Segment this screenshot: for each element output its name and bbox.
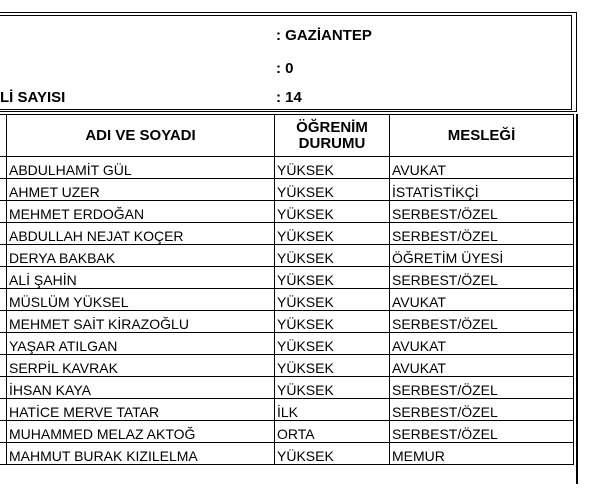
profession-cell: SERBEST/ÖZEL	[390, 223, 574, 245]
name-cell: MUHAMMED MELAZ AKTOĞ	[7, 421, 275, 443]
table-row	[0, 355, 574, 377]
table-row	[0, 311, 574, 333]
name-cell: SERPİL KAVRAK	[7, 355, 275, 377]
education-cell: İLK	[275, 399, 390, 421]
name-column-header: ADI VE SOYADI	[7, 115, 275, 157]
profession-cell: SERBEST/ÖZEL	[390, 267, 574, 289]
profession-cell: AVUKAT	[390, 333, 574, 355]
profession-cell: SERBEST/ÖZEL	[390, 377, 574, 399]
name-cell: ABDULHAMİT GÜL	[7, 157, 275, 179]
education-cell: YÜKSEK	[275, 289, 390, 311]
table-row	[0, 443, 574, 465]
name-cell: MEHMET ERDOĞAN	[7, 201, 275, 223]
profession-cell: AVUKAT	[390, 355, 574, 377]
table-row	[0, 157, 574, 179]
profession-cell: SERBEST/ÖZEL	[390, 311, 574, 333]
name-cell: ALİ ŞAHİN	[7, 267, 275, 289]
education-cell: YÜKSEK	[275, 355, 390, 377]
profession-cell: İSTATİSTİKÇİ	[390, 179, 574, 201]
name-cell: YAŞAR ATILGAN	[7, 333, 275, 355]
candidate-table	[0, 114, 574, 465]
name-cell: AHMET UZER	[7, 179, 275, 201]
count-value: : 14	[276, 89, 302, 106]
table-row	[0, 289, 574, 311]
table-row	[0, 201, 574, 223]
profession-cell: AVUKAT	[390, 157, 574, 179]
table-row	[0, 377, 574, 399]
name-cell: HATİCE MERVE TATAR	[7, 399, 275, 421]
profession-cell: SERBEST/ÖZEL	[390, 421, 574, 443]
education-cell: YÜKSEK	[275, 201, 390, 223]
education-cell: YÜKSEK	[275, 311, 390, 333]
education-header-line1: ÖĞRENİM	[296, 118, 368, 136]
table-row	[0, 245, 574, 267]
profession-cell: ÖĞRETİM ÜYESİ	[390, 245, 574, 267]
table-row	[0, 223, 574, 245]
table-row	[0, 399, 574, 421]
education-cell: YÜKSEK	[275, 179, 390, 201]
education-cell: YÜKSEK	[275, 223, 390, 245]
table-row	[0, 179, 574, 201]
profession-cell: SERBEST/ÖZEL	[390, 201, 574, 223]
name-cell: MÜSLÜM YÜKSEL	[7, 289, 275, 311]
education-cell: ORTA	[275, 421, 390, 443]
table-row	[0, 333, 574, 355]
province-value: : GAZİANTEP	[276, 27, 372, 44]
name-cell: MAHMUT BURAK KIZILELMA	[7, 443, 275, 465]
education-cell: YÜKSEK	[275, 245, 390, 267]
education-column-header	[275, 115, 390, 157]
count-label: Lİ SAYISI	[0, 89, 66, 106]
table-header-row	[0, 115, 574, 157]
profession-cell: AVUKAT	[390, 289, 574, 311]
table-row	[0, 421, 574, 443]
education-cell: YÜKSEK	[275, 443, 390, 465]
education-cell: YÜKSEK	[275, 377, 390, 399]
profession-column-header: MESLEĞİ	[390, 115, 574, 157]
name-cell: ABDULLAH NEJAT KOÇER	[7, 223, 275, 245]
table-right-edge	[576, 114, 578, 484]
name-cell: MEHMET SAİT KİRAZOĞLU	[7, 311, 275, 333]
table-row	[0, 267, 574, 289]
profession-cell: MEMUR	[390, 443, 574, 465]
education-cell: YÜKSEK	[275, 157, 390, 179]
education-cell: YÜKSEK	[275, 267, 390, 289]
education-cell: YÜKSEK	[275, 333, 390, 355]
blank-value: : 0	[276, 60, 294, 77]
education-header-line2: DURUMU	[298, 134, 366, 152]
name-cell: İHSAN KAYA	[7, 377, 275, 399]
table-body	[0, 157, 574, 465]
profession-cell: SERBEST/ÖZEL	[390, 399, 574, 421]
name-cell: DERYA BAKBAK	[7, 245, 275, 267]
